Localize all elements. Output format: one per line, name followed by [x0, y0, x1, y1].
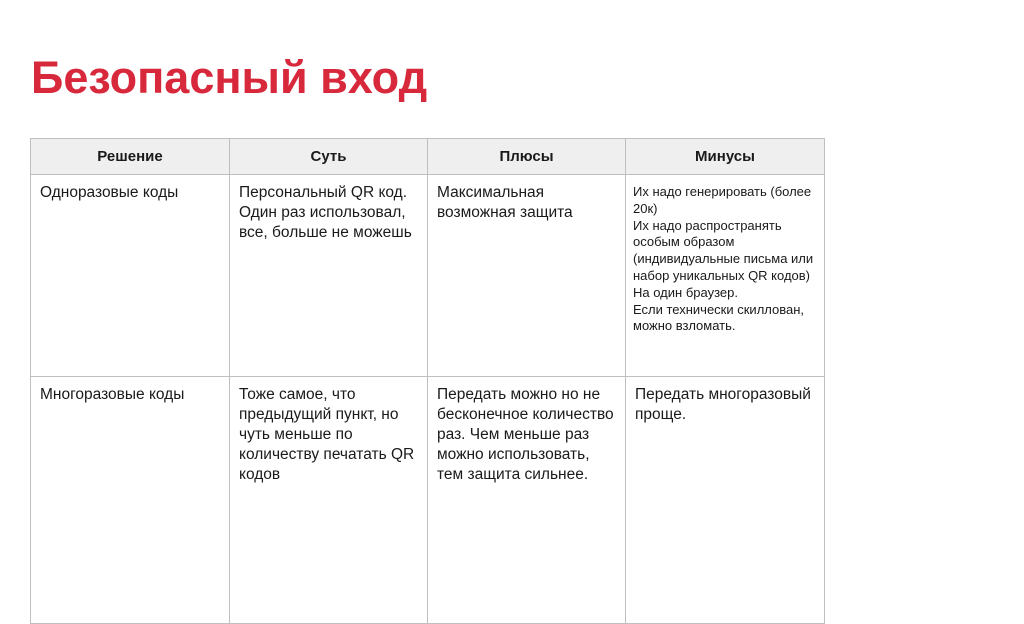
cons-line: Их надо генерировать (более 20к) — [633, 184, 812, 216]
cell-solution: Многоразовые коды — [31, 377, 230, 624]
cell-essence: Тоже самое, что предыдущий пункт, но чуть меньше по количеству печатать QR кодов — [230, 377, 428, 624]
cell-essence: Персональный QR код. Один раз использовал, все, больше не можешь — [230, 175, 428, 377]
header-cons: Минусы — [626, 139, 825, 175]
comparison-table — [30, 138, 825, 624]
cons-line: Их надо распространять особым образом (индивидуальные письма или набор уникальных QR кодов) — [633, 217, 814, 283]
table-row — [31, 175, 825, 377]
header-pros: Плюсы — [428, 139, 626, 175]
cell-pros: Передать можно но не бесконечное количество раз. Чем меньше раз можно использовать, тем защита сильнее. — [428, 377, 626, 624]
header-solution: Решение — [31, 139, 230, 175]
cell-solution: Одноразовые коды — [31, 175, 230, 377]
cell-cons — [626, 175, 825, 377]
cons-line: Если технически скиллован, можно взломать. — [633, 301, 805, 334]
cons-line: На один браузер. — [633, 284, 738, 300]
cell-cons: Передать многоразовый проще. — [626, 377, 825, 624]
cell-pros: Максимальная возможная защита — [428, 175, 626, 377]
table-row — [31, 377, 825, 624]
header-essence: Суть — [230, 139, 428, 175]
table-header-row — [31, 139, 825, 175]
slide-title: Безопасный вход — [31, 52, 428, 103]
